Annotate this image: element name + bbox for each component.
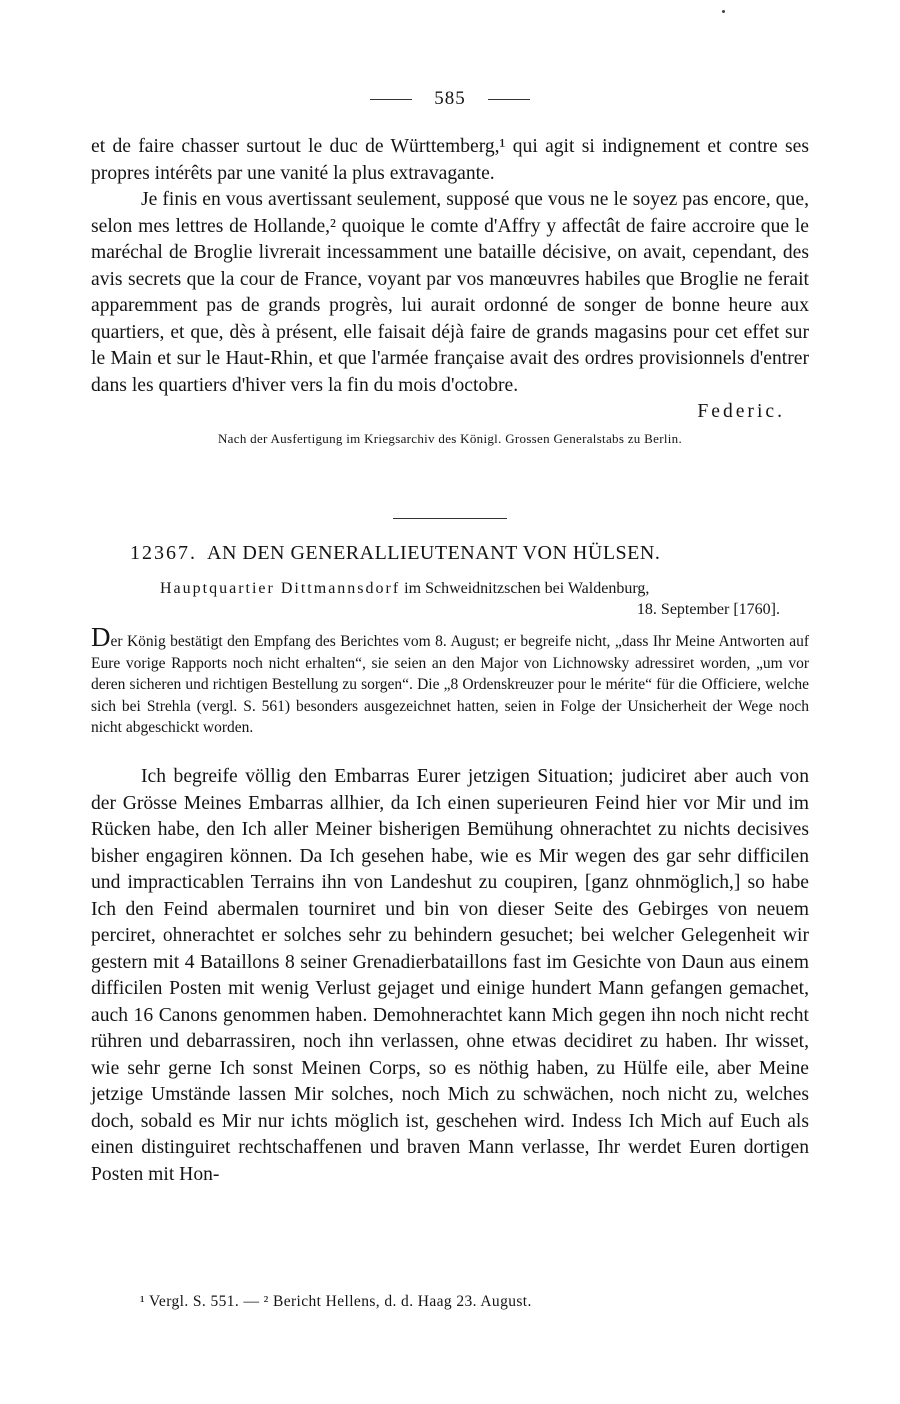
header-rule-left <box>370 99 412 100</box>
letter-paragraph: Je finis en vous avertissant seulement, supposé que vous ne le soyez pas encore, que, selon mes lettres de Hollande,² quoique le comte d'Affry y affectât de faire accroire que le maréchal de Broglie livrerait incessamment une bataille décisive, on avait, cependant, des avis secrets que la cour de France, voyant par vos manœuvres habiles que Broglie ne ferait apparemment pas de grands progrès, lui aurait ordonné de songer de bonne heure aux quartiers, et que, dès à présent, elle faisait déjà faire de grands magasins pour cet effet sur le Main et sur le Haut-Rhin, et que l'armée française avait des ordres provisionnels d'entrer dans les quartiers d'hiver vers la fin du mois d'octobre. <box>91 189 809 396</box>
page-number: 585 <box>434 88 466 109</box>
letter-continuation <box>91 134 809 452</box>
summary-initial: D <box>91 622 111 652</box>
source-note: Nach der Ausfertigung im Kriegsarchiv des Königl. Grossen Generalstabs zu Berlin. <box>217 430 683 446</box>
header-rule-right <box>488 99 530 100</box>
headquarters-region: im Schweidnitzschen bei Waldenburg, <box>400 580 650 597</box>
headquarters-place <box>160 578 780 599</box>
section-divider <box>393 518 507 519</box>
document-main-text <box>91 764 809 1188</box>
document-summary <box>91 622 809 739</box>
summary-text: er König bestätigt den Empfang des Berichtes vom 8. August; er begreife nicht, „dass Ihr Meine Antworten auf Eure vorige Rapports noch nicht erhalten“, sie seien an den Major von Lichnowsky adressiret worden, „um vor deren sicheren und richtigen Bestellung zu sorgen“. Die „8 Ordenskreuzer pour le mérite“ für die Officiere, welche sich bei Strehla (vergl. S. 561) besonders ausgezeichnet hatten, seien in Folge der Unsicherheit der Wege noch nicht abgeschickt worden. <box>91 633 809 736</box>
document-title: AN DEN GENERALLIEUTENANT VON HÜLSEN. <box>207 542 661 564</box>
document-heading <box>130 542 660 565</box>
headquarters-line <box>160 578 780 620</box>
page-header <box>0 88 900 110</box>
signature: Federic. <box>697 401 785 422</box>
stray-mark <box>722 10 725 13</box>
document-date: 18. September [1760]. <box>636 601 780 618</box>
main-paragraph: Ich begreife völlig den Embarras Eurer jetzigen Situation; judiciret aber auch von der Grösse Meines Embarras allhier, da Ich einen superieuren Feind hier vor Mir und im Rücken habe, den Ich aller Meiner bisherigen Bemühung ohnerachtet zu nichts decisives bisher engagiren können. Da Ich gesehen habe, wie es Mir wegen des gar sehr difficilen und impracticablen Terrains ihn von Landeshut zu coupiren, [ganz ohnmöglich,] so habe Ich den Feind abermalen tourniret und bin von dieser Seite des Gebirges von neuem perciret, ohnerachtet er solches sehr zu behindern gesuchet; bei welcher Gelegenheit wir gestern mit 4 Bataillons 8 seiner Grenadierbataillons fast im Gesichte von Daun aus einem difficilen Posten mit wenig Verlust gejaget und einige hundert Mann gefangen gemachet, auch 16 Canons genommen haben. Demohnerachtet kann Mich gegen ihn noch nicht recht rühren und debarrassiren, noch ihn verlassen, ohne etwas decidiret zu haben. Ihr wisset, wie sehr gerne Ich sonst Meinen Corps, so es nöthig haben, zu Hülfe eile, aber Meine jetzige Umstände lassen Mir solches, noch Mich zu schwächen, noch nicht zu, welches doch, sobald es Mir nur ichts möglich ist, geschehen wird. Indess Ich Mich auf Euch als einen distinguiret rechtschaffenen und braven Mann verlasse, Ihr werdet Euren dortigen Posten mit Hon- <box>91 766 809 1185</box>
document-number: 12367. <box>130 542 197 564</box>
footnotes: ¹ Vergl. S. 551. — ² Bericht Hellens, d. d. Haag 23. August. <box>140 1293 532 1310</box>
letter-paragraph: et de faire chasser surtout le duc de Württemberg,¹ qui agit si indignement et contre ses propres intérêts par une vanité la plus extravagante. <box>91 136 809 184</box>
headquarters-name: Hauptquartier Dittmannsdorf <box>160 580 401 597</box>
